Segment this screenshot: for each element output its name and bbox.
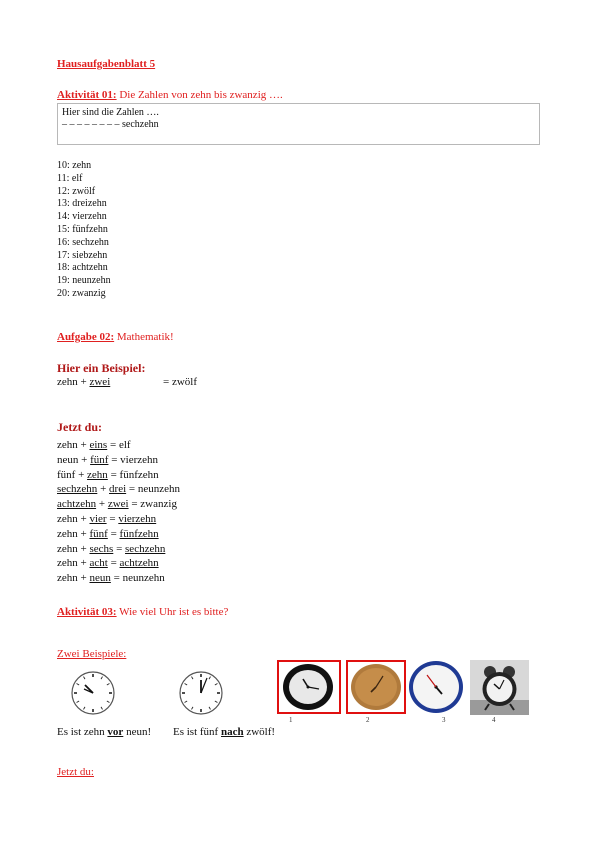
clock-caption-2: 2: [366, 716, 370, 724]
equation-row: sechzehn + drei = neunzehn: [57, 483, 181, 496]
example-equation: zehn + zwei: [57, 376, 111, 388]
activity-03-label: Aktivität 03:: [57, 606, 117, 618]
clock-caption-1: 1: [289, 716, 293, 724]
list-item: 14: vierzehn: [57, 211, 107, 223]
equation-row: achtzehn + zwei = zwanzig: [57, 498, 177, 511]
list-item: 17: siebzehn: [57, 249, 108, 261]
example-term-a: zehn: [57, 376, 78, 388]
task-02-label: Aufgabe 02:: [57, 331, 115, 343]
equation-row: zehn + neun = neunzehn: [57, 572, 165, 585]
equation-row: neun + fünf = vierzehn: [57, 453, 159, 466]
page-title: Hausaufgabenblatt 5: [57, 58, 156, 70]
example-result: = zwölf: [163, 376, 197, 388]
list-item: 16: sechzehn: [57, 236, 109, 248]
list-item: 15: fünfzehn: [57, 223, 108, 235]
example-clock-1-icon: [70, 670, 116, 716]
list-item: 20: zwanzig: [57, 287, 106, 299]
equation-row: zehn + fünf = fünfzehn: [57, 527, 159, 540]
activity-03-heading: [57, 606, 228, 618]
example-clock-2-icon: [178, 670, 224, 716]
equations-list: [57, 438, 180, 586]
clock-caption-4: 4: [492, 716, 496, 724]
now-heading-2: Jetzt du:: [57, 766, 94, 778]
equation-row: zehn + vier = vierzehn: [57, 512, 157, 525]
now-heading: Jetzt du:: [57, 420, 102, 434]
equation-row: zehn + eins = elf: [57, 439, 131, 451]
activity-01-label: Aktivität 01:: [57, 89, 117, 101]
task-02-heading: [57, 331, 174, 343]
exercise-clock-3-icon[interactable]: [407, 659, 465, 715]
exercise-clock-2-icon[interactable]: [349, 662, 403, 712]
keyword-nach: nach: [220, 726, 244, 738]
answer-textbox[interactable]: [57, 103, 540, 145]
activity-03-text: Wie viel Uhr ist es bitte?: [119, 606, 229, 618]
textbox-line-2: – – – – – – – – sechzehn: [62, 119, 159, 130]
list-item: 13: dreizehn: [57, 198, 107, 210]
equation-row: zehn + sechs = sechzehn: [57, 542, 166, 555]
example-term-b: zwei: [89, 376, 111, 388]
list-item: 11: elf: [57, 172, 83, 184]
exercise-clock-4-icon[interactable]: [470, 660, 529, 715]
list-item: 10: zehn: [57, 160, 92, 171]
equation-row: fünf + zehn = fünfzehn: [57, 468, 159, 481]
activity-01-text: Die Zahlen von zehn bis zwanzig ….: [119, 89, 283, 101]
equation-row: zehn + acht = achtzehn: [57, 557, 159, 570]
keyword-vor: vor: [107, 726, 124, 738]
examples-heading: Zwei Beispiele:: [57, 648, 127, 660]
example-sentence-2: Es ist fünf nach zwölf!: [173, 726, 276, 738]
list-item: 18: achtzehn: [57, 262, 108, 274]
numbers-list: [57, 160, 111, 301]
example-sentence-1: Es ist zehn vor neun!: [57, 726, 152, 738]
clock-caption-3: 3: [442, 716, 446, 724]
example-heading: Hier ein Beispiel:: [57, 361, 146, 375]
activity-01-heading: [57, 89, 283, 101]
textbox-line-1: Hier sind die Zahlen ….: [62, 107, 159, 118]
list-item: 19: neunzehn: [57, 275, 111, 287]
list-item: 12: zwölf: [57, 185, 96, 197]
exercise-clock-1-icon[interactable]: [281, 662, 335, 712]
task-02-text: Mathematik!: [116, 331, 174, 343]
